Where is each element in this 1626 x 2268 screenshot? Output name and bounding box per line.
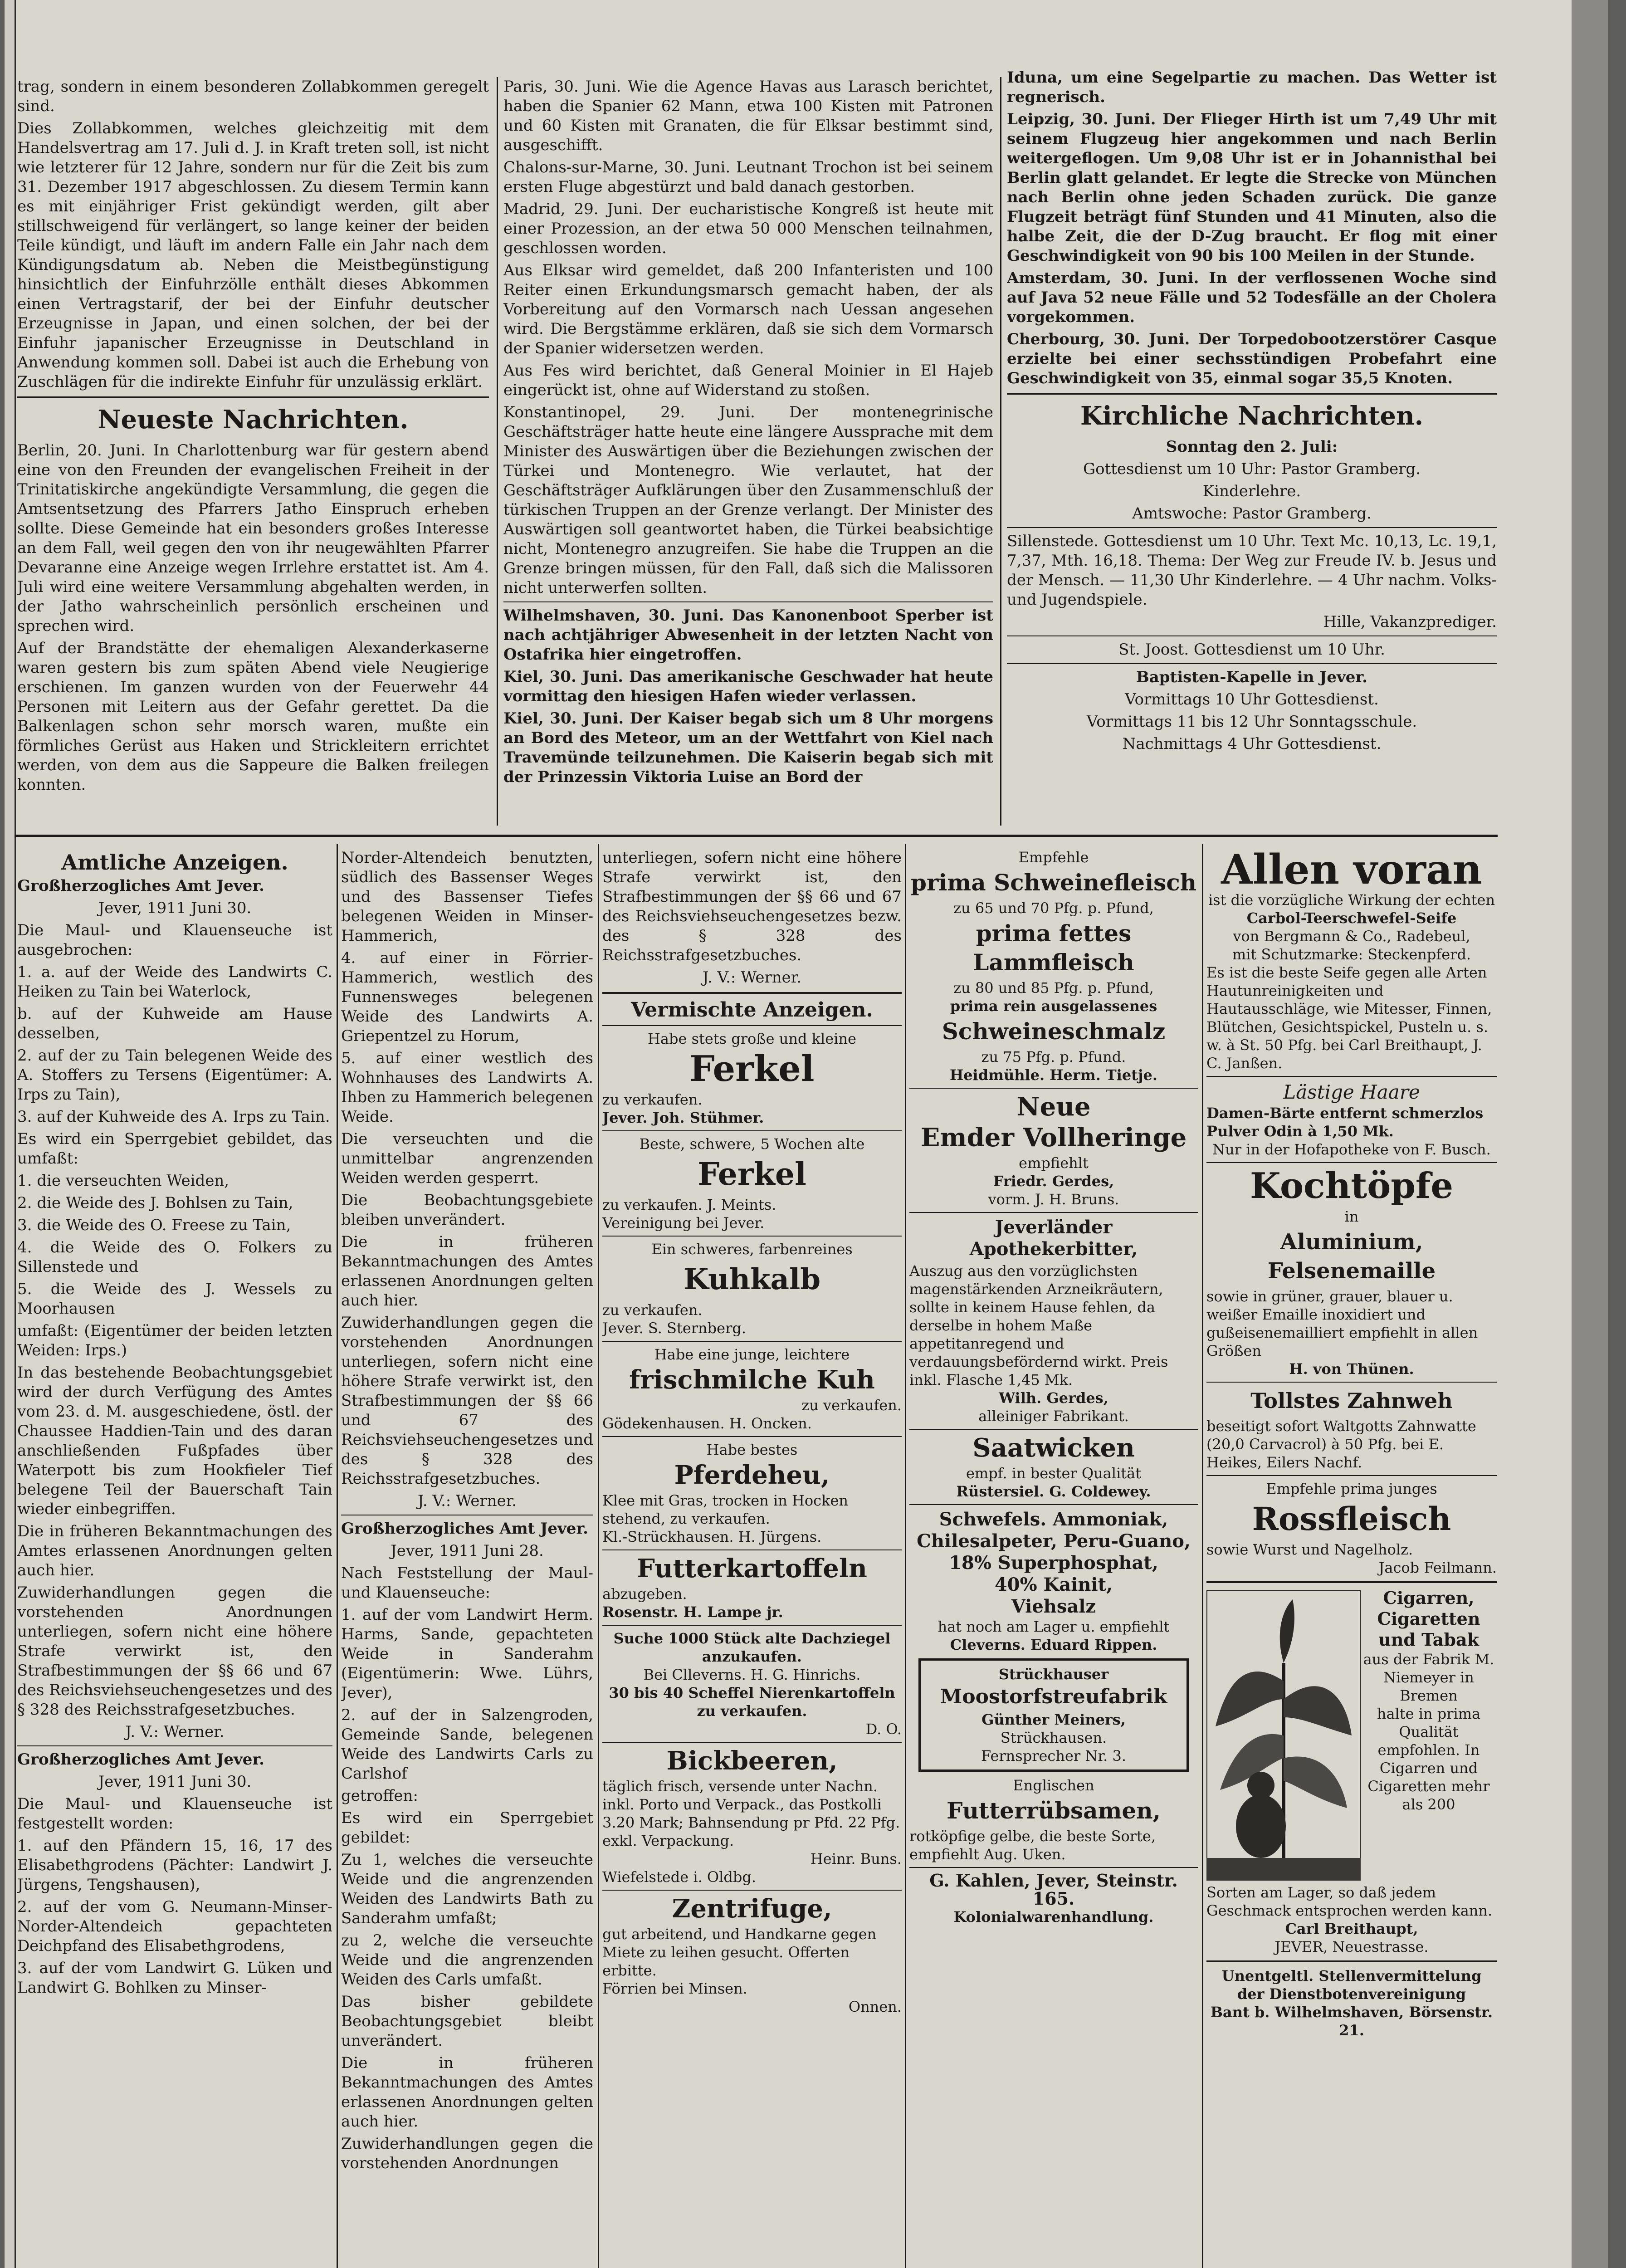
notice-title: Großherzogliches Amt Jever.: [17, 877, 264, 895]
divider: [1007, 393, 1497, 395]
ad-signature: Heinr. Buns.: [810, 1850, 902, 1867]
column-rule: [1202, 844, 1203, 2268]
ad-text: mit Schutzmarke: Steckenpferd.: [1232, 946, 1471, 963]
ad-signature: H. von Thünen.: [1289, 1360, 1414, 1378]
ad-text: 40% Kainit,: [994, 1574, 1113, 1595]
ad-signature: Carl Breithaupt,: [1285, 1920, 1418, 1937]
ad-text: von Bergmann & Co., Radebeul,: [1233, 928, 1470, 945]
notice-text: 1. a. auf der Weide des Landwirts C. Heiken zu Tain bei Waterlock,: [17, 963, 332, 1001]
notice-signature: J. V.: Werner.: [125, 1723, 225, 1741]
ad-text: beseitigt sofort Waltgotts Zahnwatte (20,0 Carvacrol) à 50 Pfg. bei E. Heikes, Eilers Nachf.: [1206, 1418, 1476, 1471]
notice-text: 3. auf der vom Landwirt G. Lüken und Landwirt G. Bohlken zu Minser-: [17, 1959, 332, 1997]
divider: [909, 1867, 1198, 1868]
notice-text: 2. auf der zu Tain belegenen Weide des A. Stoffers zu Tersens (Eigentümer: A. Irps zu Tain),: [17, 1046, 332, 1104]
ad-text: alleiniger Fabrikant.: [978, 1408, 1129, 1425]
ad-text: Strückhauser: [998, 1666, 1109, 1683]
ad-text: in: [1344, 1208, 1359, 1225]
ad-text: Wiefelstede i. Oldbg.: [602, 1868, 756, 1886]
ad-text: Bei Clleverns. H. G. Hinrichs.: [643, 1666, 861, 1683]
article-text: Wilhelmshaven, 30. Juni. Das Kanonenboot Sperber ist nach achtjähriger Abwesenheit in der letzten Nacht von Ostafrika hier eingetroffen.: [503, 606, 993, 664]
ad-headline: Tollstes Zahnweh: [1250, 1388, 1453, 1413]
notice-text: 5. auf einer westlich des Wohnhauses des Landwirts A. Ihben zu Hammerich belegenen Weide.: [341, 1049, 593, 1126]
notice-text: Norder-Altendeich benutzten, südlich des Bassenser Weges und des Bassenser Tiefes belegenen Weiden in Minser-Hammerich,: [341, 849, 593, 945]
notice-text: Die in früheren Bekanntmachungen des Amtes erlassenen Anordnungen gelten auch hier.: [341, 1233, 593, 1310]
ad-text: zu verkaufen.: [602, 1301, 703, 1319]
notice-text: 1. die verseuchten Weiden,: [17, 1172, 229, 1190]
ad-headline: Schweineschmalz: [942, 1018, 1166, 1045]
ad-text: Sorten am Lager, so daß jedem Geschmack entsprochen werden kann.: [1206, 1884, 1493, 1919]
tobacco-plant-illustration: [1206, 1590, 1361, 1881]
ad-text: JEVER, Neuestrasse.: [1274, 1938, 1429, 1955]
church-date: Sonntag den 2. Juli:: [1166, 438, 1338, 456]
ad-text: prima rein ausgelassenes: [950, 997, 1157, 1015]
ad-signature: G. Kahlen, Jever, Steinstr. 165.: [929, 1870, 1178, 1909]
divider: [1206, 1382, 1497, 1383]
top-column-2: [503, 77, 993, 830]
ad-text: ist die vorzügliche Wirkung der echten: [1208, 891, 1495, 909]
ad-text: Schwefels. Ammoniak,: [939, 1509, 1168, 1530]
ad-headline: Rossfleisch: [1252, 1500, 1451, 1538]
ad-signature: Jever. Joh. Stühmer.: [602, 1109, 764, 1126]
section-heading: Kirchliche Nachrichten.: [1080, 401, 1424, 431]
notice-date: Jever, 1911 Juni 30.: [98, 899, 252, 917]
ad-signature: Cleverns. Eduard Rippen.: [950, 1636, 1157, 1653]
ad-text: sowie Wurst und Nagelholz.: [1206, 1541, 1413, 1558]
divider: [909, 1088, 1198, 1089]
ad-text: zu verkaufen.: [602, 1091, 703, 1108]
divider: [602, 1436, 902, 1437]
column-rule: [337, 844, 338, 2268]
notice-signature: J. V.: Werner.: [417, 1492, 517, 1510]
article-text: Amsterdam, 30. Juni. In der verflossenen Woche sind auf Java 52 neue Fälle und 52 Todesfälle an der Cholera vorgekommen.: [1007, 269, 1497, 326]
ad-text: Habe bestes: [706, 1441, 798, 1458]
notice-text: Zuwiderhandlungen gegen die vorstehenden Anordnungen: [341, 2135, 593, 2172]
notice-text: Zuwiderhandlungen gegen die vorstehenden Anordnungen unterliegen, sofern nicht eine höhere Strafe verwirkt ist, den Strafbestimmungen der §§ 66 und 67 des Reichsviehseuchengesetzes und des § 328 des Reichsstrafgesetzbuches.: [17, 1584, 332, 1719]
article-text: Konstantinopel, 29. Juni. Der montenegrinische Geschäftsträger hatte heute eine längere Aussprache mit dem Minister des Auswärtigen über die Beziehungen zwischen der Türkei und Montenegro. Wie verlautet, hat der Geschäftsträger Aufklärungen über den Zusammenschluß der türkischen Truppen an der Grenze verlangt. Der Minister des Auswärtigen soll geantwortet haben, die Türkei beabsichtige nicht, Montenegro anzugreifen. Sie habe die Truppen an die Grenze bringen müssen, für den Fall, daß sich die Malissoren nicht unterwerfen sollten.: [503, 403, 993, 597]
notice-text: Die Beobachtungsgebiete bleiben unverändert.: [341, 1191, 593, 1229]
ad-text: 18% Superphosphat,: [949, 1552, 1158, 1574]
notice-text: Nach Feststellung der Maul- und Klauenseuche:: [341, 1564, 593, 1602]
article-text: Cherbourg, 30. Juni. Der Torpedobootzerstörer Casque erzielte bei einer sechsstündigen Probefahrt eine Geschwindigkeit von 35, einmal sogar 35,5 Knoten.: [1007, 330, 1497, 387]
ad-text: Ein schweres, farbenreines: [651, 1241, 853, 1258]
church-text: Amtswoche: Pastor Gramberg.: [1132, 504, 1372, 523]
notice-text: 1. auf den Pfändern 15, 16, 17 des Elisabethgrodens (Pächter: Landwirt J. Jürgens, Tengshausen),: [17, 1837, 332, 1894]
ad-signature: Wilh. Gerdes,: [999, 1389, 1108, 1407]
article-text: Kiel, 30. Juni. Der Kaiser begab sich um 8 Uhr morgens an Bord des Meteor, um an der Wettfahrt von Kiel nach Travemünde teilzunehmen. Die Kaiserin begab sich mit der Prinzessin Viktoria Luise an Bord der: [503, 709, 993, 786]
ad-text: der Dienstbotenvereinigung: [1237, 1985, 1466, 2003]
notice-text: 2. auf der in Salzengroden, Gemeinde Sande, belegenen Weide des Landwirts Carls zu Carlshof: [341, 1706, 593, 1783]
ad-text: zu 80 und 85 Pfg. p. Pfund,: [953, 979, 1154, 997]
ad-signature: Jever. S. Sternberg.: [602, 1320, 747, 1337]
notice-text: Die Maul- und Klauenseuche ist festgestellt worden:: [17, 1795, 332, 1833]
notice-text: zu 2, welche die verseuchte Weide und die angrenzenden Weiden des Carls umfaßt.: [341, 1931, 593, 1989]
ad-headline: Ferkel: [689, 1048, 815, 1090]
bottom-column-d: [909, 848, 1198, 2268]
top-column-1: [17, 77, 489, 830]
notice-text: 1. auf der vom Landwirt Herm. Harms, Sande, gepachteten Weide in Sanderahm (Eigentümerin: Wwe. Lührs, Jever),: [341, 1606, 593, 1702]
ad-text: empfiehlt: [1019, 1154, 1089, 1172]
ad-text: halte in prima Qualität empfohlen. In Cigarren und Cigaretten mehr als 200: [1367, 1705, 1490, 1813]
ad-text: Fernsprecher Nr. 3.: [981, 1747, 1127, 1765]
ad-text: Förrien bei Minsen.: [602, 1980, 747, 1997]
divider: [17, 396, 489, 398]
divider: [1206, 1162, 1497, 1163]
ad-headline: Unentgeltl. Stellenvermittelung: [1221, 1967, 1482, 1984]
notice-text: unterliegen, sofern nicht eine höhere Strafe verwirkt ist, den Strafbestimmungen der §§ 66 und 67 des Reichsviehseuchengesetzes bezw. des § 328 des Reichsstrafgesetzbuches.: [602, 849, 902, 964]
notice-text: 4. auf einer in Förrier-Hammerich, westlich des Funnensweges belegenen Weide des Landwirts A. Griepentzel zu Horum,: [341, 949, 593, 1045]
notice-title: Großherzogliches Amt Jever.: [17, 1750, 264, 1769]
divider: [602, 992, 902, 994]
divider: [602, 1625, 902, 1626]
ad-text: Empfehle prima junges: [1266, 1480, 1437, 1497]
ad-signature: Gödekenhausen. H. Oncken.: [602, 1415, 812, 1432]
divider: [602, 1025, 902, 1026]
ad-headline: Saatwicken: [972, 1433, 1135, 1463]
ad-text: Suche 1000 Stück alte Dachziegel anzukaufen.: [613, 1630, 891, 1665]
ad-text: gut arbeitend, und Handkarne gegen Miete zu leihen gesucht. Offerten erbitte.: [602, 1926, 877, 1979]
church-text: Sillenstede. Gottesdienst um 10 Uhr. Text Mc. 10,13, Lc. 19,1, 7,37, Mth. 16,18. Thema: Der Weg zur Freude IV. b. Jesus und der Mensch. — 11,30 Uhr Kinderlehre. — 4 Uhr nachm. Volks- und Jugendspiele.: [1007, 532, 1497, 609]
divider: [1206, 1076, 1497, 1077]
notice-text: Es wird ein Sperrgebiet gebildet:: [341, 1809, 593, 1847]
column-rule: [497, 77, 498, 826]
church-text: Nachmittags 4 Uhr Gottesdienst.: [1122, 735, 1382, 753]
article-text: Aus Elksar wird gemeldet, daß 200 Infanteristen und 100 Reiter einen Erkundungsmarsch gemacht haben, der als Vorbereitung auf den Vormarsch nach Uessan angesehen wird. Die Bergstämme erklären, daß sie sich dem Vormarsch der Spanier widersetzen werden.: [503, 261, 993, 357]
ad-text: Bant b. Wilhelmshaven, Börsenstr. 21.: [1210, 2004, 1493, 2039]
ad-text: sowie in grüner, grauer, blauer u. weißer Emaille inoxidiert und gußeisenemailliert empfiehlt in allen Größen: [1206, 1288, 1478, 1359]
notice-text: b. auf der Kuhweide am Hause desselben,: [17, 1005, 332, 1042]
ad-text: Auszug aus den vorzüglichsten magenstärkenden Arzneikräutern, sollte in keinem Hause fehlen, da derselbe in hohem Maße appetitanregend und verdauungsbefördernd wirkt. Preis inkl. Flasche 1,45 Mk.: [909, 1262, 1168, 1388]
ad-headline: Bickbeeren,: [666, 1746, 838, 1776]
ad-headline: frischmilche Kuh: [629, 1365, 875, 1395]
newspaper-page: [5, 0, 1608, 2268]
ad-headline: Allen voran: [1221, 848, 1482, 894]
notice-title: Großherzogliches Amt Jever.: [341, 1520, 588, 1538]
notice-text: Zu 1, welches die verseuchte Weide und die angrenzenden Weiden des Landwirts Bath zu Sanderahm umfaßt;: [341, 1851, 593, 1927]
article-text: Kiel, 30. Juni. Das amerikanische Geschwader hat heute vormittag den hiesigen Hafen wieder verlassen.: [503, 668, 993, 705]
notice-text: Die Maul- und Klauenseuche ist ausgebrochen:: [17, 921, 332, 959]
ad-headline: Kuhkalb: [683, 1262, 821, 1296]
bottom-column-b: [341, 848, 593, 2268]
section-rule: [15, 835, 1498, 837]
ad-headline: Futterkartoffeln: [637, 1554, 867, 1584]
article-text: Auf der Brandstätte der ehemaligen Alexanderkaserne waren gestern bis zum späten Abend viele Neugierige erschienen. Im ganzen wurden von der Feuerwehr 44 Personen mit Leitern aus der Gefahr gerettet. Da die Balkenlagen schon sehr morsch waren, mußte ein förmliches Gerüst aus Haken und Strickleitern errichtet werden, von dem aus die Sappeure die Balken freilegen konnten.: [17, 639, 489, 794]
ad-signature: Kl.-Strückhausen. H. Jürgens.: [602, 1528, 822, 1545]
previous-page-edge: [5, 0, 16, 2268]
notice-text: getroffen:: [341, 1787, 418, 1805]
section-heading: Amtliche Anzeigen.: [61, 850, 288, 875]
ad-text: Habe eine junge, leichtere: [654, 1346, 850, 1363]
top-column-3: [1007, 68, 1497, 830]
divider: [602, 1130, 902, 1131]
article-text: Madrid, 29. Juni. Der eucharistische Kongreß ist heute mit einer Prozession, an der etwa 50 000 Menschen teilnahmen, geschlossen worden.: [503, 200, 993, 257]
ad-text: Viehsalz: [1011, 1596, 1096, 1617]
ad-signature: Heidmühle. Herm. Tietje.: [949, 1066, 1158, 1084]
ad-headline: Kochtöpfe: [1250, 1165, 1454, 1207]
notice-text: Es wird ein Sperrgebiet gebildet, das umfaßt:: [17, 1130, 332, 1168]
notice-text: Die in früheren Bekanntmachungen des Amtes erlassenen Anordnungen gelten auch hier.: [17, 1522, 332, 1579]
notice-signature: J. V.: Werner.: [702, 968, 802, 987]
divider: [909, 1429, 1198, 1430]
ad-text: Nur in der Hofapotheke von F. Busch.: [1212, 1141, 1491, 1158]
article-text: Iduna, um eine Segelpartie zu machen. Das Wetter ist regnerisch.: [1007, 68, 1497, 106]
article-text: Dies Zollabkommen, welches gleichzeitig mit dem Handelsvertrag am 17. Juli d. J. in Kraft treten soll, ist nicht wie letzterer für 12 Jahre, sondern nur für die Zeit bis zum 31. Dezember 1917 abgeschlossen. Zu diesem Termin kann es mit einjähriger Frist gekündigt werden, gilt aber stillschweigend für verlängert, so lange keiner der beiden Teile kündigt, und läuft im andern Falle ein Jahr nach dem Kündigungsdatum ab. Neben die Meistbegünstigung hinsichtlich der Einfuhrzölle enthält dieses Abkommen einen Vertragstarif, der bei der Einfuhr deutscher Erzeugnisse in Japan, und einen solchen, der bei der Einfuhr japanischer Erzeugnisse in Deutschland in Anwendung kommen soll. Dabei ist auch die Erhebung von Zuschlägen für die indirekte Einfuhr für unzulässig erklärt.: [17, 119, 489, 391]
cigar-ad: [1206, 1588, 1497, 1956]
ad-text: vorm. J. H. Bruns.: [988, 1191, 1119, 1208]
notice-text: In das bestehende Beobachtungsgebiet wird der durch Verfügung des Amtes vom 23. d. M. ausgeschiedene, östl. der Chaussee Haddien-Tain und des daran anschließenden Fußpfades über Waterpott bis zum Hookfieler Tief belegene Teil der Bauerschaft Tain wieder einbegriffen.: [17, 1364, 332, 1518]
divider: [602, 1341, 902, 1342]
article-text: Leipzig, 30. Juni. Der Flieger Hirth ist um 7,49 Uhr mit seinem Flugzeug hier angekommen und nach Berlin weitergeflogen. Um 9,08 Uhr ist er in Johannisthal bei Berlin glatt gelandet. Er legte die Strecke von München nach Berlin ohne jeden Schaden zurück. Die ganze Flugzeit beträgt fünf Stunden und 41 Minuten, also die halbe Zeit, die der D-Zug braucht. Er flog mit einer Geschwindigkeit von 90 bis 100 Meilen in der Stunde.: [1007, 110, 1497, 265]
notice-text: Das bisher gebildete Beobachtungsgebiet bleibt unverändert.: [341, 1993, 593, 2050]
ad-signature: Rosenstr. H. Lampe jr.: [602, 1603, 783, 1621]
column-rule: [1000, 77, 1001, 826]
church-heading: Baptisten-Kapelle in Jever.: [1136, 668, 1367, 686]
divider: [17, 1745, 332, 1746]
article-text: Berlin, 20. Juni. In Charlottenburg war für gestern abend eine von den Freunden der evangelischen Freiheit in der Trinitatiskirche angekündigte Versammlung, die gegen die Amtsentsetzung des Pfarrers Jatho Einspruch erheben sollte. Diese Gemeinde hat ein besonders großes Interesse an dem Fall, weil gegen den von ihr neugewählten Pfarrer Devaranne eine Anzeige wegen Irrlehre erstattet ist. Am 4. Juli wird eine weitere Versammlung abgehalten werden, in der Jatho wahrscheinlich persönlich erscheinen und sprechen wird.: [17, 441, 489, 635]
ad-headline: Moostorfstreufabrik: [940, 1685, 1167, 1708]
ad-text: Carbol-Teerschwefel-Seife: [1246, 909, 1457, 927]
article-text: Aus Fes wird berichtet, daß General Moinier in El Hajeb eingerückt ist, ohne auf Widerstand zu stoßen.: [503, 362, 993, 399]
church-text: St. Joost. Gottesdienst um 10 Uhr.: [1118, 640, 1385, 659]
ad-text: Kolonialwarenhandlung.: [953, 1908, 1154, 1926]
notice-text: 2. die Weide des J. Bohlsen zu Tain,: [17, 1194, 293, 1212]
notice-text: 2. auf der vom G. Neumann-Minser-Norder-Altendeich gepachteten Deichpfand des Elisabethgrodens,: [17, 1898, 332, 1955]
ad-text: Klee mit Gras, trocken in Hocken stehend, zu verkaufen.: [602, 1492, 848, 1527]
church-text: Vormittags 10 Uhr Gottesdienst.: [1125, 690, 1379, 709]
ad-text: Günther Meiners,: [981, 1711, 1126, 1728]
notice-text: umfaßt: (Eigentümer der beiden letzten Weiden: Irps.): [17, 1322, 332, 1359]
ad-box: [918, 1658, 1189, 1772]
article-text: Paris, 30. Juni. Wie die Agence Havas aus Larasch berichtet, haben die Spanier 62 Mann, etwa 100 Kisten mit Patronen und 60 Kisten mit Granaten, die für Elksar bestimmt sind, ausgeschifft.: [503, 78, 993, 154]
divider: [909, 1212, 1198, 1213]
ad-text: 30 bis 40 Scheffel Nierenkartoffeln zu verkaufen.: [609, 1684, 895, 1720]
page-shadow: [1572, 0, 1608, 2268]
ad-headline: Pferdeheu,: [674, 1460, 830, 1490]
ad-text: hat noch am Lager u. empfiehlt: [938, 1618, 1170, 1635]
divider: [503, 601, 993, 602]
ad-headline: Zentrifuge,: [672, 1894, 832, 1924]
ad-headline: Futterrübsamen,: [947, 1797, 1161, 1824]
divider: [1206, 1581, 1497, 1583]
divider: [1206, 1960, 1497, 1962]
ad-text: Beste, schwere, 5 Wochen alte: [639, 1135, 865, 1153]
ad-headline: Jeverländer Apothekerbitter,: [969, 1217, 1138, 1260]
ad-text: abzugeben.: [602, 1585, 687, 1603]
church-text: Vormittags 11 bis 12 Uhr Sonntagsschule.: [1086, 713, 1417, 731]
ad-text: Vereinigung bei Jever.: [602, 1214, 765, 1232]
ad-text: zu 75 Pfg. p. Pfund.: [981, 1048, 1126, 1066]
bottom-column-a: [17, 848, 332, 2268]
section-heading: Vermischte Anzeigen.: [631, 998, 873, 1022]
ad-text: Empfehle: [1018, 849, 1089, 866]
ad-headline: Lästige Haare: [1283, 1081, 1420, 1103]
ad-signature: Rüstersiel. G. Coldewey.: [956, 1483, 1151, 1500]
church-text: Kinderlehre.: [1202, 482, 1301, 500]
ad-headline: Neue: [1016, 1092, 1091, 1122]
bottom-column-e: [1206, 848, 1497, 2268]
ad-text: zu verkaufen.: [801, 1397, 902, 1414]
ad-text: aus der Fabrik M. Niemeyer in Bremen: [1363, 1651, 1494, 1704]
ad-headline: Cigarren, Cigaretten und Tabak: [1377, 1588, 1480, 1650]
ad-text: Habe stets große und kleine: [648, 1030, 856, 1047]
notice-text: 3. auf der Kuhweide des A. Irps zu Tain.: [17, 1108, 330, 1126]
divider: [1007, 527, 1497, 528]
divider: [1206, 1475, 1497, 1476]
notice-text: Die in früheren Bekanntmachungen des Amtes erlassenen Anordnungen gelten auch hier.: [341, 2054, 593, 2131]
divider: [602, 1236, 902, 1237]
notice-text: 3. die Weide des O. Freese zu Tain,: [17, 1216, 291, 1234]
notice-date: Jever, 1911 Juni 30.: [98, 1773, 252, 1791]
divider: [602, 1742, 902, 1743]
ad-text: Chilesalpeter, Peru-Guano,: [917, 1530, 1191, 1552]
ad-text: zu verkaufen. J. Meints.: [602, 1196, 776, 1213]
divider: [909, 1504, 1198, 1505]
article-text: Chalons-sur-Marne, 30. Juni. Leutnant Trochon ist bei seinem ersten Fluge abgestürzt und bald danach gestorben.: [503, 158, 993, 196]
divider: [1007, 635, 1497, 636]
ad-headline: prima fettes Lammfleisch: [973, 920, 1134, 976]
ad-text: rotköpfige gelbe, die beste Sorte, empfiehlt Aug. Uken.: [909, 1828, 1156, 1863]
divider: [602, 1890, 902, 1891]
divider: [602, 1549, 902, 1550]
section-heading: Neueste Nachrichten.: [98, 405, 409, 435]
notice-text: 4. die Weide des O. Folkers zu Sillenstede und: [17, 1238, 332, 1276]
article-text: trag, sondern in einem besonderen Zollabkommen geregelt sind.: [17, 78, 489, 115]
notice-text: Die verseuchten und die unmittelbar angrenzenden Weiden werden gesperrt.: [341, 1130, 593, 1187]
ad-signature: Jacob Feilmann.: [1378, 1559, 1497, 1576]
column-rule: [905, 844, 906, 2268]
notice-date: Jever, 1911 Juni 28.: [391, 1542, 544, 1560]
church-text: Gottesdienst um 10 Uhr: Pastor Gramberg.: [1083, 460, 1421, 478]
notice-text: Zuwiderhandlungen gegen die vorstehenden Anordnungen unterliegen, sofern nicht eine höhere Strafe verwirkt ist, den Strafbestimmungen der §§ 66 und 67 des Reichsviehseuchengesetzes und des § 328 des Reichsstrafgesetzbuches.: [341, 1314, 593, 1488]
ad-text: Damen-Bärte entfernt schmerzlos Pulver Odin à 1,50 Mk.: [1206, 1105, 1484, 1140]
ad-headline: prima Schweinefleisch: [910, 869, 1197, 896]
ad-signature: D. O.: [865, 1721, 902, 1738]
church-signature: Hille, Vakanzprediger.: [1323, 613, 1497, 631]
ad-headline: Ferkel: [698, 1156, 806, 1193]
ad-text: Englischen: [1013, 1777, 1094, 1794]
ad-signature: Friedr. Gerdes,: [993, 1173, 1114, 1190]
notice-text: 5. die Weide des J. Wessels zu Moorhausen: [17, 1280, 332, 1318]
ad-headline: Aluminium, Felsenemaille: [1267, 1229, 1436, 1284]
ad-headline: Emder Vollheringe: [920, 1123, 1187, 1153]
column-rule: [598, 844, 599, 2268]
ad-text: zu 65 und 70 Pfg. p. Pfund,: [953, 899, 1154, 917]
bottom-column-c: [602, 848, 902, 2268]
ad-text: Strückhausen.: [1000, 1729, 1107, 1746]
ad-text: Es ist die beste Seife gegen alle Arten Hautunreinigkeiten und Hautausschläge, wie Mitesser, Finnen, Blütchen, Gesichtspickel, Pusteln u. s. w. à St. 50 Pfg. bei Carl Breithaupt, J. C. Janßen.: [1206, 964, 1492, 1072]
ad-signature: Onnen.: [848, 1998, 902, 2015]
ad-text: empf. in bester Qualität: [966, 1465, 1142, 1482]
ad-text: täglich frisch, versende unter Nachn. inkl. Porto und Verpack., das Postkolli 3.20 Mark; Bahnsendung pr Pfd. 22 Pfg. exkl. Verpackung.: [602, 1778, 900, 1849]
divider: [1007, 663, 1497, 664]
